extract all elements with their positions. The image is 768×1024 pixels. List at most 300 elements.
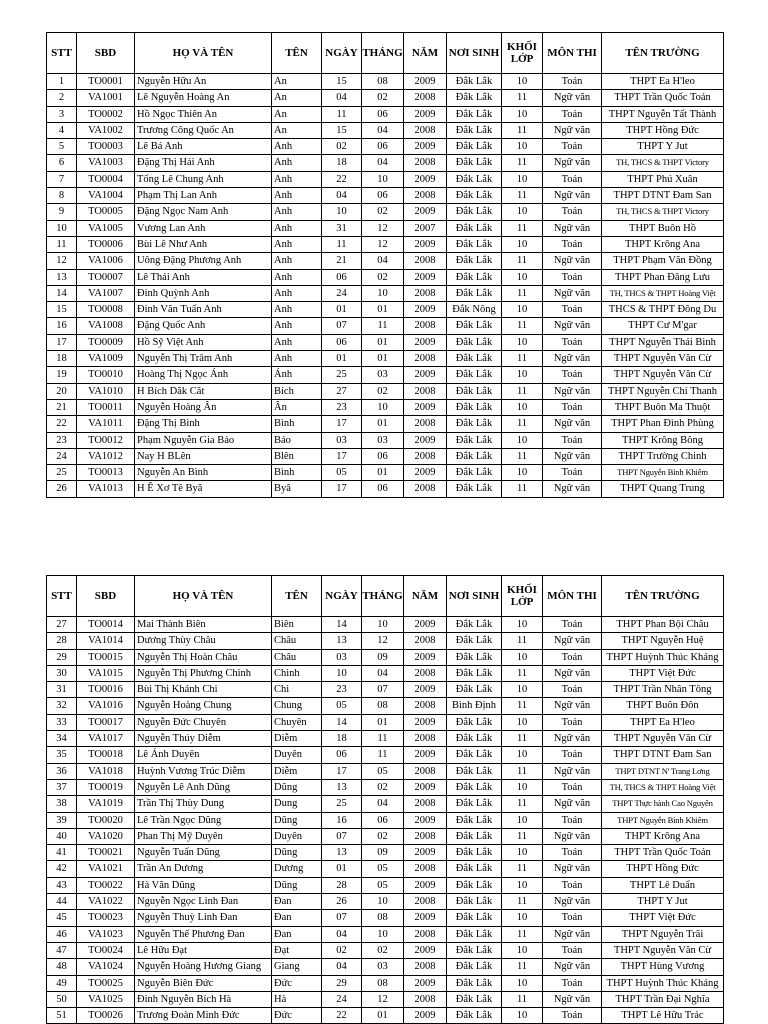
table-row [47, 894, 724, 910]
birthplace-cell: Đắk Lắk [447, 731, 502, 747]
given-name-cell: Bình [272, 416, 322, 432]
stt-cell: 39 [47, 812, 77, 828]
year-cell: 2009 [404, 204, 447, 220]
full-name-cell: H Ê Xơ Tê Byă [135, 481, 272, 497]
year-cell: 2009 [404, 975, 447, 991]
day-cell: 17 [322, 481, 362, 497]
year-cell: 2009 [404, 465, 447, 481]
sbd-cell: VA1020 [77, 828, 135, 844]
month-cell: 04 [362, 665, 404, 681]
given-name-cell: Đức [272, 975, 322, 991]
month-cell: 01 [362, 416, 404, 432]
stt-cell: 33 [47, 714, 77, 730]
month-cell: 08 [362, 975, 404, 991]
subject-cell: Toán [543, 139, 602, 155]
sbd-cell: VA1024 [77, 959, 135, 975]
full-name-cell: Nguyễn Ngọc Linh Đan [135, 894, 272, 910]
full-name-cell: Phạm Thị Lan Anh [135, 188, 272, 204]
sbd-cell: VA1022 [77, 894, 135, 910]
year-cell: 2008 [404, 796, 447, 812]
subject-cell: Toán [543, 269, 602, 285]
school-cell: THPT Y Jut [602, 894, 724, 910]
year-cell: 2008 [404, 285, 447, 301]
school-cell: THPT Lê Hữu Trác [602, 1008, 724, 1024]
school-cell: THPT Nguyễn Văn Cừ [602, 731, 724, 747]
given-name-cell: Dũng [272, 812, 322, 828]
year-cell: 2008 [404, 828, 447, 844]
day-cell: 13 [322, 779, 362, 795]
grade-cell: 11 [502, 926, 543, 942]
given-name-cell: Anh [272, 334, 322, 350]
sbd-cell: VA1006 [77, 253, 135, 269]
grade-cell: 10 [502, 432, 543, 448]
grade-cell: 10 [502, 106, 543, 122]
year-cell: 2009 [404, 779, 447, 795]
stt-cell: 47 [47, 942, 77, 958]
stt-cell: 3 [47, 106, 77, 122]
table-row [47, 90, 724, 106]
table-row [47, 910, 724, 926]
sbd-cell: TO0004 [77, 171, 135, 187]
birthplace-cell: Đắk Lắk [447, 106, 502, 122]
sbd-cell: VA1019 [77, 796, 135, 812]
year-cell: 2009 [404, 649, 447, 665]
subject-cell: Toán [543, 106, 602, 122]
table-row [47, 845, 724, 861]
school-cell: THPT Trần Nhân Tông [602, 682, 724, 698]
stt-cell: 6 [47, 155, 77, 171]
stt-cell: 11 [47, 236, 77, 252]
school-cell: THPT Cư M'gar [602, 318, 724, 334]
school-cell: THPT Hồng Đức [602, 861, 724, 877]
grade-cell: 11 [502, 894, 543, 910]
day-cell: 05 [322, 698, 362, 714]
school-cell: THPT Nguyễn Chí Thanh [602, 383, 724, 399]
given-name-cell: Chuyên [272, 714, 322, 730]
year-cell: 2009 [404, 617, 447, 633]
stt-cell: 37 [47, 779, 77, 795]
stt-cell: 24 [47, 448, 77, 464]
grade-cell: 10 [502, 204, 543, 220]
table-row [47, 351, 724, 367]
month-cell: 02 [362, 779, 404, 795]
grade-cell: 11 [502, 828, 543, 844]
stt-cell: 20 [47, 383, 77, 399]
full-name-cell: Trần An Dương [135, 861, 272, 877]
month-cell: 05 [362, 861, 404, 877]
birthplace-cell: Đắk Lắk [447, 399, 502, 415]
school-cell: THPT Việt Đức [602, 910, 724, 926]
given-name-cell: Bảo [272, 432, 322, 448]
stt-cell: 18 [47, 351, 77, 367]
header-stt: STT [47, 33, 77, 74]
birthplace-cell: Đắk Lắk [447, 894, 502, 910]
year-cell: 2008 [404, 90, 447, 106]
day-cell: 22 [322, 171, 362, 187]
month-cell: 10 [362, 617, 404, 633]
full-name-cell: Hồ Sỹ Việt Anh [135, 334, 272, 350]
subject-cell: Toán [543, 910, 602, 926]
table-row [47, 269, 724, 285]
given-name-cell: Duyên [272, 828, 322, 844]
birthplace-cell: Đắk Lắk [447, 90, 502, 106]
birthplace-cell: Đắk Lắk [447, 877, 502, 893]
year-cell: 2009 [404, 942, 447, 958]
day-cell: 26 [322, 894, 362, 910]
sbd-cell: TO0016 [77, 682, 135, 698]
given-name-cell: Anh [272, 188, 322, 204]
sbd-cell: TO0026 [77, 1008, 135, 1024]
grade-cell: 11 [502, 481, 543, 497]
table-row [47, 383, 724, 399]
day-cell: 10 [322, 204, 362, 220]
school-cell: THPT Ea H'leo [602, 74, 724, 90]
year-cell: 2007 [404, 220, 447, 236]
header-nam: NĂM [404, 576, 447, 617]
school-cell: THPT Y Jut [602, 139, 724, 155]
subject-cell: Ngữ văn [543, 665, 602, 681]
stt-cell: 48 [47, 959, 77, 975]
birthplace-cell: Đắk Lắk [447, 665, 502, 681]
header-noi-sinh: NƠI SINH [447, 33, 502, 74]
given-name-cell: Blên [272, 448, 322, 464]
school-cell: THPT DTNT Đam San [602, 188, 724, 204]
birthplace-cell: Đắk Lắk [447, 188, 502, 204]
birthplace-cell: Đắk Lắk [447, 796, 502, 812]
subject-cell: Ngữ văn [543, 828, 602, 844]
school-cell: THPT DTNT Đam San [602, 747, 724, 763]
subject-cell: Ngữ văn [543, 991, 602, 1007]
sbd-cell: TO0003 [77, 139, 135, 155]
grade-cell: 11 [502, 731, 543, 747]
given-name-cell: Bích [272, 383, 322, 399]
given-name-cell: An [272, 122, 322, 138]
table-row [47, 139, 724, 155]
day-cell: 18 [322, 155, 362, 171]
given-name-cell: Châu [272, 649, 322, 665]
grade-cell: 10 [502, 236, 543, 252]
header-khoi-lop: KHỐI LỚP [502, 33, 543, 74]
table-row [47, 204, 724, 220]
table-row [47, 171, 724, 187]
table-row [47, 877, 724, 893]
header-sbd: SBD [77, 576, 135, 617]
grade-cell: 10 [502, 465, 543, 481]
year-cell: 2008 [404, 416, 447, 432]
school-cell: THPT Buôn Hồ [602, 220, 724, 236]
year-cell: 2008 [404, 122, 447, 138]
sbd-cell: VA1014 [77, 633, 135, 649]
stt-cell: 26 [47, 481, 77, 497]
full-name-cell: Đặng Thị Hải Anh [135, 155, 272, 171]
grade-cell: 11 [502, 416, 543, 432]
year-cell: 2009 [404, 74, 447, 90]
grade-cell: 11 [502, 698, 543, 714]
birthplace-cell: Đắk Lắk [447, 155, 502, 171]
year-cell: 2009 [404, 302, 447, 318]
day-cell: 14 [322, 714, 362, 730]
given-name-cell: Đức [272, 1008, 322, 1024]
month-cell: 12 [362, 991, 404, 1007]
table-row [47, 665, 724, 681]
full-name-cell: Hồ Ngọc Thiên An [135, 106, 272, 122]
subject-cell: Ngữ văn [543, 959, 602, 975]
given-name-cell: Dũng [272, 877, 322, 893]
month-cell: 04 [362, 253, 404, 269]
grade-cell: 11 [502, 285, 543, 301]
table-row [47, 74, 724, 90]
table-row [47, 926, 724, 942]
full-name-cell: Đặng Quốc Anh [135, 318, 272, 334]
day-cell: 17 [322, 416, 362, 432]
day-cell: 27 [322, 383, 362, 399]
month-cell: 02 [362, 269, 404, 285]
year-cell: 2008 [404, 959, 447, 975]
table-row [47, 959, 724, 975]
sbd-cell: VA1005 [77, 220, 135, 236]
year-cell: 2009 [404, 432, 447, 448]
sbd-cell: TO0013 [77, 465, 135, 481]
sbd-cell: VA1008 [77, 318, 135, 334]
sbd-cell: VA1004 [77, 188, 135, 204]
header-khoi-lop: KHỐI LỚP [502, 576, 543, 617]
table-row [47, 302, 724, 318]
year-cell: 2009 [404, 910, 447, 926]
table-row [47, 942, 724, 958]
given-name-cell: Đan [272, 894, 322, 910]
day-cell: 31 [322, 220, 362, 236]
sbd-cell: VA1007 [77, 285, 135, 301]
stt-cell: 28 [47, 633, 77, 649]
given-name-cell: An [272, 74, 322, 90]
school-cell: THPT Quang Trung [602, 481, 724, 497]
sbd-cell: VA1018 [77, 763, 135, 779]
full-name-cell: Bùi Lê Như Anh [135, 236, 272, 252]
subject-cell: Ngữ văn [543, 861, 602, 877]
year-cell: 2008 [404, 633, 447, 649]
stt-cell: 50 [47, 991, 77, 1007]
day-cell: 01 [322, 351, 362, 367]
month-cell: 02 [362, 383, 404, 399]
table-row [47, 465, 724, 481]
birthplace-cell: Đắk Lắk [447, 617, 502, 633]
grade-cell: 10 [502, 269, 543, 285]
school-cell: THPT Nguyễn Bỉnh Khiêm [602, 465, 724, 481]
given-name-cell: An [272, 106, 322, 122]
birthplace-cell: Đắk Lắk [447, 171, 502, 187]
subject-cell: Ngữ văn [543, 90, 602, 106]
header-ten: TÊN [272, 576, 322, 617]
sbd-cell: VA1012 [77, 448, 135, 464]
given-name-cell: Ân [272, 399, 322, 415]
grade-cell: 11 [502, 220, 543, 236]
subject-cell: Toán [543, 682, 602, 698]
given-name-cell: Đan [272, 910, 322, 926]
day-cell: 13 [322, 845, 362, 861]
full-name-cell: Nguyễn Hoàng Ân [135, 399, 272, 415]
subject-cell: Ngữ văn [543, 220, 602, 236]
full-name-cell: Đặng Ngọc Nam Anh [135, 204, 272, 220]
day-cell: 04 [322, 926, 362, 942]
school-cell: THPT Krông Bông [602, 432, 724, 448]
sbd-cell: VA1013 [77, 481, 135, 497]
birthplace-cell: Đắk Lắk [447, 204, 502, 220]
table-row [47, 399, 724, 415]
day-cell: 13 [322, 633, 362, 649]
month-cell: 06 [362, 188, 404, 204]
sbd-cell: VA1001 [77, 90, 135, 106]
month-cell: 08 [362, 910, 404, 926]
sbd-cell: TO0021 [77, 845, 135, 861]
sbd-cell: VA1015 [77, 665, 135, 681]
school-cell: TH, THCS & THPT Hoàng Việt [602, 779, 724, 795]
school-cell: THPT Nguyễn Văn Cừ [602, 942, 724, 958]
birthplace-cell: Đắk Lắk [447, 1008, 502, 1024]
stt-cell: 16 [47, 318, 77, 334]
school-cell: TH, THCS & THPT Victory [602, 204, 724, 220]
given-name-cell: Biên [272, 617, 322, 633]
full-name-cell: Lê Hữu Đạt [135, 942, 272, 958]
year-cell: 2008 [404, 318, 447, 334]
stt-cell: 42 [47, 861, 77, 877]
year-cell: 2009 [404, 877, 447, 893]
day-cell: 02 [322, 942, 362, 958]
year-cell: 2009 [404, 334, 447, 350]
month-cell: 01 [362, 302, 404, 318]
subject-cell: Toán [543, 367, 602, 383]
sbd-cell: TO0002 [77, 106, 135, 122]
year-cell: 2008 [404, 155, 447, 171]
subject-cell: Ngữ văn [543, 894, 602, 910]
table-row [47, 448, 724, 464]
stt-cell: 25 [47, 465, 77, 481]
header-mon-thi: MÔN THI [543, 33, 602, 74]
day-cell: 06 [322, 334, 362, 350]
year-cell: 2008 [404, 665, 447, 681]
full-name-cell: Nguyễn Thế Phương Đan [135, 926, 272, 942]
stt-cell: 9 [47, 204, 77, 220]
year-cell: 2009 [404, 171, 447, 187]
school-cell: THPT Hùng Vương [602, 959, 724, 975]
sbd-cell: VA1025 [77, 991, 135, 1007]
given-name-cell: Anh [272, 269, 322, 285]
table-row [47, 991, 724, 1007]
grade-cell: 11 [502, 253, 543, 269]
subject-cell: Ngữ văn [543, 285, 602, 301]
stt-cell: 1 [47, 74, 77, 90]
subject-cell: Toán [543, 399, 602, 415]
grade-cell: 10 [502, 1008, 543, 1024]
table-row [47, 122, 724, 138]
year-cell: 2008 [404, 731, 447, 747]
sbd-cell: TO0007 [77, 269, 135, 285]
day-cell: 04 [322, 959, 362, 975]
subject-cell: Ngữ văn [543, 351, 602, 367]
table-row [47, 975, 724, 991]
full-name-cell: Nguyễn Hữu An [135, 74, 272, 90]
day-cell: 18 [322, 731, 362, 747]
day-cell: 24 [322, 285, 362, 301]
day-cell: 25 [322, 796, 362, 812]
full-name-cell: Phạm Nguyễn Gia Bảo [135, 432, 272, 448]
grade-cell: 11 [502, 318, 543, 334]
grade-cell: 10 [502, 617, 543, 633]
birthplace-cell: Đắk Lắk [447, 318, 502, 334]
birthplace-cell: Đắk Lắk [447, 812, 502, 828]
table-row [47, 220, 724, 236]
table-row [47, 698, 724, 714]
school-cell: TH, THCS & THPT Victory [602, 155, 724, 171]
full-name-cell: Trương Đoàn Minh Đức [135, 1008, 272, 1024]
grade-cell: 10 [502, 171, 543, 187]
grade-cell: 10 [502, 399, 543, 415]
given-name-cell: Bình [272, 465, 322, 481]
full-name-cell: Nguyễn Lê Anh Dũng [135, 779, 272, 795]
day-cell: 04 [322, 90, 362, 106]
given-name-cell: Dung [272, 796, 322, 812]
grade-cell: 11 [502, 155, 543, 171]
grade-cell: 11 [502, 861, 543, 877]
table-row [47, 155, 724, 171]
header-mon-thi: MÔN THI [543, 576, 602, 617]
birthplace-cell: Đắk Lắk [447, 122, 502, 138]
year-cell: 2008 [404, 861, 447, 877]
header-stt: STT [47, 576, 77, 617]
month-cell: 10 [362, 285, 404, 301]
subject-cell: Toán [543, 465, 602, 481]
day-cell: 11 [322, 106, 362, 122]
sbd-cell: VA1021 [77, 861, 135, 877]
month-cell: 08 [362, 698, 404, 714]
school-cell: THPT Trường Chinh [602, 448, 724, 464]
full-name-cell: Lê Nguyễn Hoàng An [135, 90, 272, 106]
sbd-cell: TO0012 [77, 432, 135, 448]
subject-cell: Ngữ văn [543, 763, 602, 779]
stt-cell: 22 [47, 416, 77, 432]
school-cell: THPT Nguyễn Huệ [602, 633, 724, 649]
grade-cell: 10 [502, 334, 543, 350]
subject-cell: Toán [543, 171, 602, 187]
school-cell: THPT DTNT N' Trang Lơng [602, 763, 724, 779]
grade-cell: 10 [502, 910, 543, 926]
subject-cell: Toán [543, 617, 602, 633]
year-cell: 2009 [404, 845, 447, 861]
stt-cell: 46 [47, 926, 77, 942]
subject-cell: Toán [543, 877, 602, 893]
table-row [47, 763, 724, 779]
school-cell: THPT Phan Đình Phùng [602, 416, 724, 432]
day-cell: 10 [322, 665, 362, 681]
month-cell: 04 [362, 796, 404, 812]
grade-cell: 11 [502, 448, 543, 464]
month-cell: 06 [362, 812, 404, 828]
grade-cell: 10 [502, 975, 543, 991]
table-row [47, 779, 724, 795]
birthplace-cell: Đắk Lắk [447, 269, 502, 285]
grade-cell: 10 [502, 877, 543, 893]
birthplace-cell: Đắk Lắk [447, 334, 502, 350]
subject-cell: Ngữ văn [543, 796, 602, 812]
full-name-cell: Hà Văn Dũng [135, 877, 272, 893]
student-table-2 [46, 575, 724, 1024]
given-name-cell: Anh [272, 253, 322, 269]
given-name-cell: Byă [272, 481, 322, 497]
sbd-cell: TO0017 [77, 714, 135, 730]
subject-cell: Toán [543, 1008, 602, 1024]
school-cell: THPT Ea H'leo [602, 714, 724, 730]
day-cell: 15 [322, 122, 362, 138]
given-name-cell: Diễm [272, 763, 322, 779]
